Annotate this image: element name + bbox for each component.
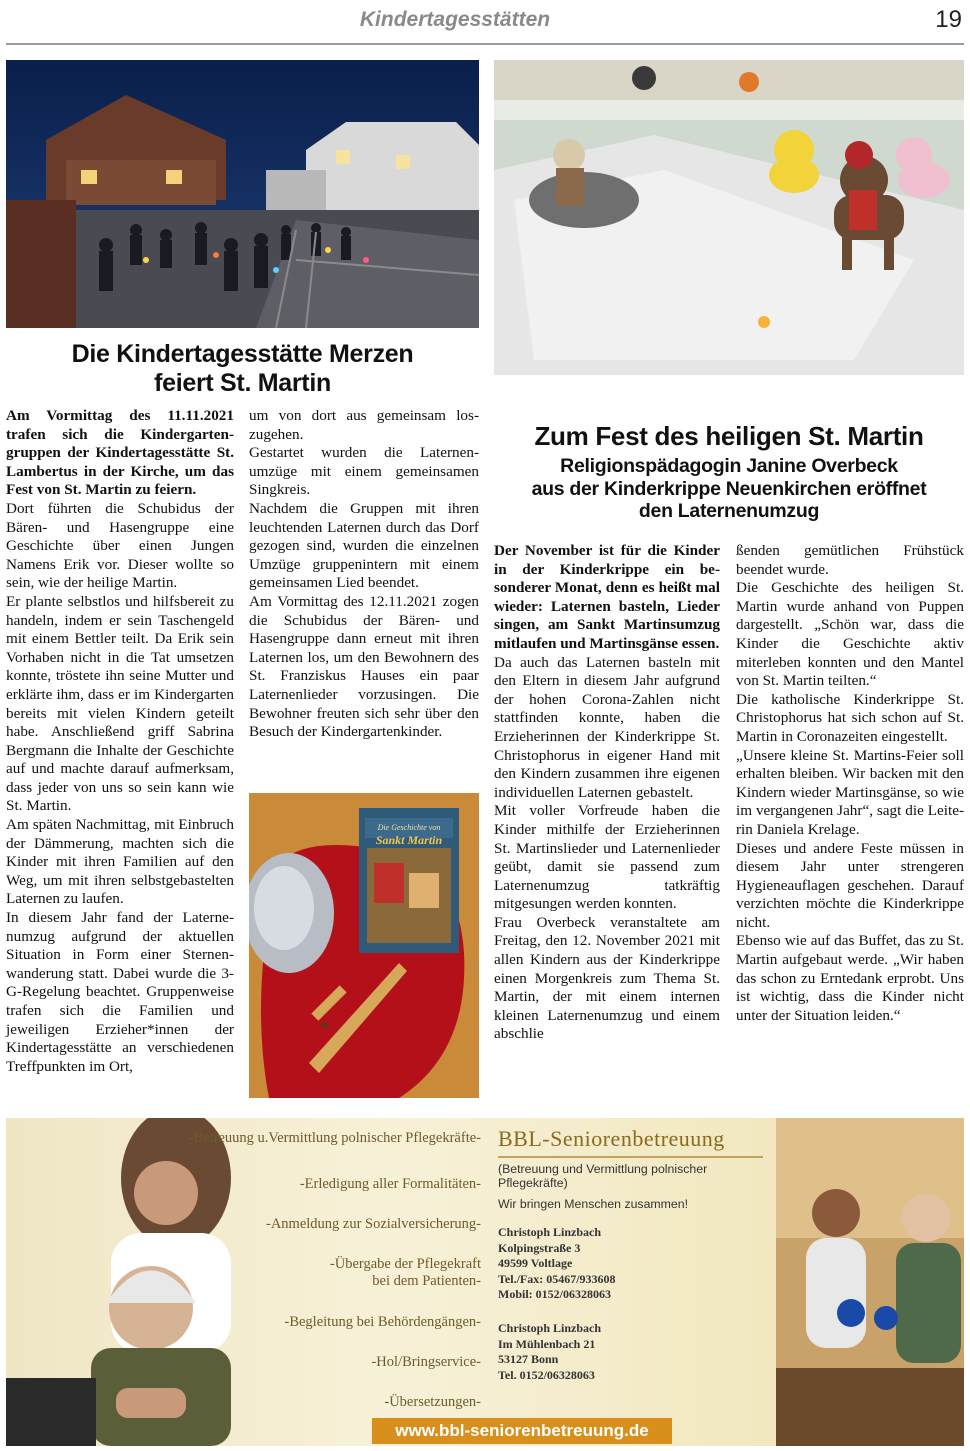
article2-column1 xyxy=(494,542,720,1044)
ad-contact-line: Christoph Linzbach xyxy=(498,1225,602,1239)
article1-paragraph: Am späten Nachmittag, mit Einbruch der Dämmerung, machten sich die Kinder mit ihren Familien auf den Weg, um mit ihren selbstgebastelten Laternen zu laufen. xyxy=(6,816,234,908)
page-number: 19 xyxy=(935,6,962,33)
article2-column2 xyxy=(736,542,964,1025)
article2-subhead-line2: aus der Kinderkrippe Neuenkirchen eröffnet xyxy=(531,477,927,500)
ad-title: BBL-Seniorenbetreuung xyxy=(498,1126,725,1151)
ad-contact-line: 49599 Voltlage xyxy=(498,1256,573,1271)
article2-subhead-line1: Religionspädagogin Janine Overbeck xyxy=(560,455,898,477)
article1-paragraph: Nachdem die Gruppen mit ihren leuchtenden Laternen durch das Dorf gezogen sind, wurden die einzelnen Umzüge gruppenintern mit einem gemeinsamen Lied beendet. xyxy=(249,499,479,592)
article1-paragraph: Gestartet wurden die Laternenumzüge mit einem gemeinsamen Singkreis. xyxy=(249,444,479,499)
book-title-small: Die Geschichte von xyxy=(377,823,441,832)
article1-paragraph: In diesem Jahr fand der Laternenumzug aufgrund der aktuellen Situation in Form einer Sternenwanderung statt. Dabei wurde die 3- G-Regelung beachtet. Gruppenweise trafen sich die Familien und jeweiligen Erzieher*innen der Kindertagesstätte an verschiedenen Treffpunkten im Ort, xyxy=(6,909,234,1075)
ad-subtitle: (Betreuung und Vermittlung polnischer Pflegekräfte) xyxy=(498,1162,708,1190)
ad-website: www.bbl-seniorenbetreuung.de xyxy=(372,1418,672,1444)
article2-paragraph: Frau Overbeck veranstaltete am Freitag, den 12. November 2021 mit allen Kindern aus der Kinderkrippe einen Morgenkreis zum Thema St. Martin, der mit einem internen kleinen Laternenumzug und einem abschlie xyxy=(494,913,720,1043)
ad-contact-line: Tel. 0152/06328063 xyxy=(498,1367,595,1382)
ad-contact-line: Tel./Fax: 05467/933608 xyxy=(498,1271,616,1286)
advertisement xyxy=(6,1118,964,1446)
ad-info-box xyxy=(498,1126,770,1416)
article2-paragraph: Die Geschichte des heiligen St. Martin wurde anhand von Puppen dargestellt. „Schön war, dass die Kinder die Geschichte aktiv miterleben konnten und den Mantel von St. Martin teilten.“ xyxy=(736,579,964,690)
article1-paragraph: Am Vormittag des 12.11.2021 zogen die Schubidus der Bären- und Hasengruppe dann erneut mit ihren Laternen los, um den Bewohnern des St. Franziskus Hauses ein paar Laternenlieder vorzusingen. Die Bewohner freuten sich sehr über den Besuch der Kindergartenkinder. xyxy=(249,592,479,741)
puppets-photo xyxy=(494,60,964,375)
ad-service-item: -Anmeldung zur Sozialversicherung- xyxy=(265,1216,481,1232)
article2-subheadline xyxy=(494,455,964,523)
ad-service-item: -Übersetzungen- xyxy=(384,1394,481,1410)
ad-divider xyxy=(498,1156,763,1158)
ad-contact-line: 53127 Bonn xyxy=(498,1352,559,1367)
ad-senior-exercise-image xyxy=(776,1118,964,1446)
article1-headline-line2: feiert St. Martin xyxy=(154,369,331,397)
ad-contact-line: Mobil: 0152/06328063 xyxy=(498,1287,611,1302)
ad-contact-line: Kolpingstraße 3 xyxy=(498,1240,581,1255)
ad-contact-voltlage xyxy=(498,1225,770,1303)
martin-props-photo xyxy=(249,793,479,1098)
ad-service-item: -Begleitung bei Behördengängen- xyxy=(284,1314,481,1330)
article1-headline-line1: Die Kindertagesstätte Merzen xyxy=(71,340,414,368)
ad-service-item: -Hol/Bringservice- xyxy=(371,1354,481,1370)
article1-paragraph: Dort führten die Schubidus der Bären- und Hasengruppe eine Geschichte über einen Jungen Namens Erik vor. Dieser wollte so sein, wie der heilige Martin. xyxy=(6,499,234,592)
page-header xyxy=(0,0,970,42)
section-title: Kindertagesstätten xyxy=(359,8,551,31)
article2-paragraph: „Unsere kleine St. Martins-Feier soll erhalten bleiben. Wir backen mit den Kindern wieder Martinsgänse, so wie im vergangenen Jahr“, sagt die Leiterin Daniela Krelage. xyxy=(736,746,964,838)
ad-service-item: -Erledigung aller Formalitäten- xyxy=(299,1176,481,1192)
ad-service-item: -Betreuung u.Vermittlung polnischer Pflegekräfte- xyxy=(188,1130,481,1146)
article2-paragraph: ßenden gemütlichen Frühstück beendet wurde. xyxy=(736,542,964,578)
header-rule xyxy=(6,43,964,45)
article2-headline: Zum Fest des heiligen St. Martin xyxy=(534,421,924,451)
article2-lead: Der November ist für die Kinder in der Kinderkrippe ein besonderer Monat, denn es heißt mal wieder: Laternen basteln, Lieder singen, am Sankt Martinsumzug mitlaufen und Martinsgänse essen. xyxy=(494,542,720,652)
article2-paragraph: Dieses und andere Feste müssen in diesem Jahr unter strengeren Hygieneauflagen geschehen. Darauf verzichten möchte die Kinderkrippe nicht. xyxy=(736,839,964,931)
book-title: Sankt Martin xyxy=(375,833,443,847)
article2-paragraph: Die katholische Kinderkrippe St. Christophorus hat sich schon auf St. Martin in Coronazeiten eingestellt. xyxy=(736,690,964,745)
ad-slogan: Wir bringen Menschen zusammen! xyxy=(498,1197,688,1211)
article1-paragraph: Er plante selbstlos und hilfsbereit zu handeln, indem er sein Taschengeld mit einem Bettler teilt. Da Erik sein Vorhaben nicht in die Tat umsetzen konnte, tröstete ihn seine Mutter und erklärte ihm, dass er im Kindergarten bereits mit vielen Kindern geteilt habe. Anschließend griff Sabrina Bergmann die Inhalte der Geschichte auf und machte darauf aufmerksam, dass jeder von uns so sein kann wie St. Martin. xyxy=(6,592,234,815)
ad-contact-bonn xyxy=(498,1321,770,1383)
ad-contact-line: Christoph Linzbach xyxy=(498,1320,602,1335)
ad-contact-line: Im Mühlenbach 21 xyxy=(498,1336,596,1351)
article2-paragraph: Ebenso wie auf das Buffet, das zu St. Martin aufgebaut werde. „Wir haben das schon zu Erntedank erprobt. Uns ist wichtig, dass die Kinder nicht unter der Situation leiden.“ xyxy=(736,932,964,1024)
lantern-walk-photo xyxy=(6,60,479,328)
article1-headline xyxy=(6,340,479,398)
article1-column2 xyxy=(249,407,479,742)
ad-service-item: bei dem Patienten- xyxy=(372,1273,481,1289)
ad-caregiver-image xyxy=(6,1118,266,1446)
article1-paragraph: um von dort aus gemeinsam loszugehen. xyxy=(249,407,479,443)
ad-service-item: -Übergabe der Pflegekraft xyxy=(329,1256,481,1272)
article1-column1 xyxy=(6,407,234,1076)
article2-paragraph: Da auch das Laternen basteln mit den Eltern in diesem Jahr aufgrund der hohen Corona-Zahlen nicht stattfinden konnte, haben die Erzieherinnen der Kinderkrippe St. Christophorus in eigener Hand mit den Kindern zusammen ihre eigenen individuellen Laternen gebastelt. xyxy=(494,653,720,801)
article2-subhead-line3: den Laternenumzug xyxy=(638,500,820,522)
article1-lead: Am Vormittag des 11.11.2021 trafen sich die Kindergartengruppen der Kindertagesstätte St. Lambertus in der Kirche, um das Fest von St. Martin zu feiern. xyxy=(6,407,234,499)
article2-paragraph: Mit voller Vorfreude haben die Kinder mithilfe der Erzieherinnen St. Martinslieder und Laternenlieder geübt, damit sie passend zum Laternenumzug tatkräftig mitgesungen werden konnten. xyxy=(494,802,720,913)
